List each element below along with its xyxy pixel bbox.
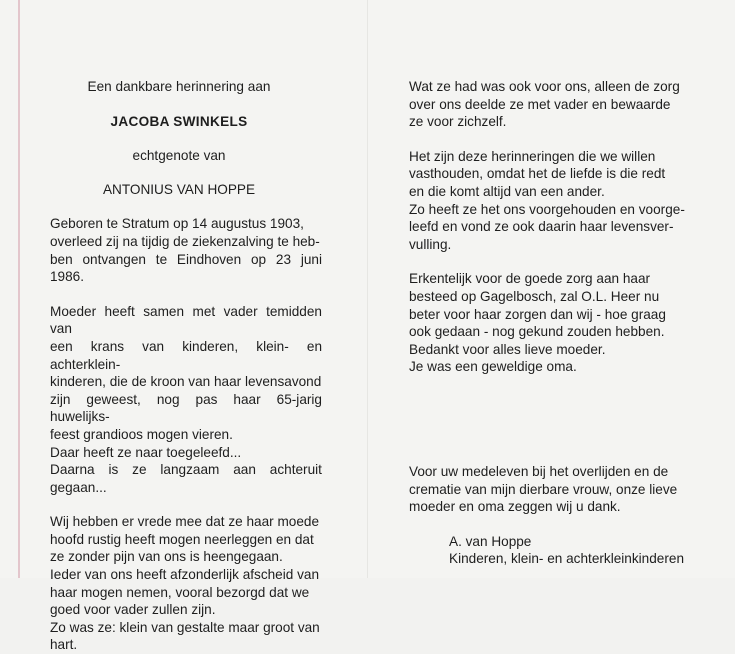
intro-text: Een dankbare herinnering aan bbox=[87, 79, 271, 94]
text-line: vulling. bbox=[409, 236, 452, 252]
text-line: een krans van kinderen, klein- en achterklein- bbox=[50, 338, 322, 372]
text-line: Erkentelijk voor de goede zorg aan haar bbox=[409, 271, 651, 287]
text-line: over ons deelde ze met vader en bewaarde bbox=[409, 96, 671, 112]
text-line: Wij hebben er vrede mee dat ze haar moede bbox=[50, 514, 320, 530]
text-line: beter voor haar zorgen dan wij - hoe graag bbox=[409, 306, 666, 322]
text-line: ben ontvangen te Eindhoven op 23 juni 1986. bbox=[50, 251, 322, 285]
left-panel bbox=[50, 78, 322, 654]
card-edge-line bbox=[18, 0, 20, 578]
text-line: crematie van mijn dierbare vrouw, onze lieve bbox=[409, 481, 678, 497]
text-line: hart. bbox=[50, 637, 78, 653]
text-line: hoofd rustig heeft mogen neerleggen en dat bbox=[50, 531, 314, 547]
text-line: ze zonder pijn van ons is heengegaan. bbox=[50, 549, 283, 565]
text-line: Je was een geweldige oma. bbox=[409, 359, 577, 375]
spouse-label: echtgenote van bbox=[132, 148, 226, 164]
text-line: Zo heeft ze het ons voorgehouden en voorge- bbox=[409, 201, 685, 217]
text-line: overleed zij na tijdig de ziekenzalving te heb- bbox=[50, 233, 320, 249]
care-paragraph bbox=[409, 78, 705, 131]
memories-paragraph bbox=[409, 148, 705, 254]
text-line: Het zijn deze herinneringen die we willen bbox=[409, 148, 656, 164]
word: langzaam bbox=[160, 462, 220, 478]
right-panel bbox=[409, 78, 705, 568]
text-line: Daar heeft ze naar toegeleefd... bbox=[50, 444, 242, 460]
text-line: Geboren te Stratum op 14 augustus 1903, bbox=[50, 216, 304, 232]
text-line: moeder en oma zeggen wij u dank. bbox=[409, 499, 621, 515]
text-line: en die komt altijd van een ander. bbox=[409, 183, 605, 199]
word: is bbox=[108, 462, 119, 478]
mother-paragraph bbox=[50, 303, 322, 497]
birth-paragraph bbox=[50, 215, 322, 285]
text-line: vasthouden, omdat het de liefde is die redt bbox=[409, 166, 666, 182]
spouse-name: ANTONIUS VAN HOPPE bbox=[102, 181, 256, 197]
signature-family: Kinderen, klein- en achterkleinkinderen bbox=[449, 551, 685, 567]
word: achteruit bbox=[269, 462, 322, 478]
text-line: gegaan... bbox=[50, 479, 107, 495]
condolence-paragraph bbox=[409, 463, 705, 516]
word: aan bbox=[233, 462, 256, 478]
text-line: haar mogen nemen, vooral bezorgd dat we bbox=[50, 584, 310, 600]
text-line: besteed op Gagelbosch, zal O.L. Heer nu bbox=[409, 288, 660, 304]
text-line bbox=[50, 461, 322, 479]
text-line: Moeder heeft samen met vader temidden van bbox=[50, 303, 322, 337]
text-line: feest grandioos mogen vieren. bbox=[50, 426, 233, 442]
text-line: Wat ze had was ook voor ons, alleen de zorg bbox=[409, 79, 680, 94]
thanks-paragraph bbox=[409, 270, 705, 376]
text-line: leefd en vond ze ook daarin haar levensver- bbox=[409, 219, 674, 235]
text-line: Voor uw medeleven bij het overlijden en de bbox=[409, 463, 669, 479]
text-line: Ieder van ons heeft afzonderlijk afscheid van bbox=[50, 567, 320, 583]
text-line: zijn geweest, nog pas haar 65-jarig huwelijks- bbox=[50, 391, 322, 425]
signature-block bbox=[449, 533, 705, 568]
word: Daarna bbox=[50, 462, 95, 478]
text-line: ook gedaan - nog gekund zouden hebben. bbox=[409, 324, 665, 340]
text-line: kinderen, die de kroon van haar levensavond bbox=[50, 374, 322, 390]
deceased-name: JACOBA SWINKELS bbox=[110, 113, 248, 129]
text-line: Zo was ze: klein van gestalte maar groot van bbox=[50, 619, 320, 635]
peace-paragraph bbox=[50, 513, 322, 654]
text-line: ze voor zichzelf. bbox=[409, 114, 507, 130]
signature-name: A. van Hoppe bbox=[449, 533, 532, 549]
word: ze bbox=[132, 462, 147, 478]
card-fold bbox=[367, 0, 368, 578]
text-line: goed voor vader zullen zijn. bbox=[50, 602, 216, 618]
text-line: Bedankt voor alles lieve moeder. bbox=[409, 341, 606, 357]
